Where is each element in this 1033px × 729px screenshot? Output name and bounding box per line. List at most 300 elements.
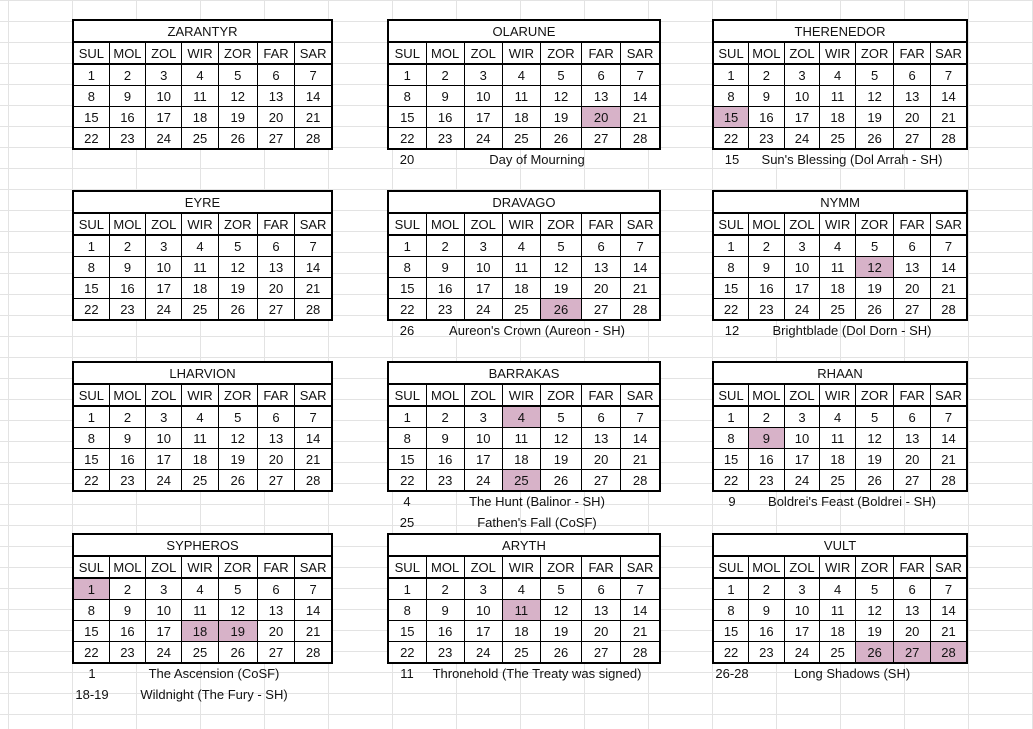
day-cell[interactable]: 27	[894, 299, 931, 321]
day-cell[interactable]: 3	[784, 406, 820, 428]
day-cell[interactable]: 6	[582, 64, 621, 86]
day-cell[interactable]: 8	[73, 86, 109, 107]
day-cell[interactable]: 2	[109, 235, 145, 257]
day-cell[interactable]: 22	[388, 128, 426, 150]
day-cell[interactable]: 10	[784, 600, 820, 621]
day-cell[interactable]: 13	[257, 600, 294, 621]
day-cell[interactable]: 11	[182, 428, 218, 449]
day-cell[interactable]: 6	[894, 578, 931, 600]
day-cell[interactable]: 1	[388, 235, 426, 257]
day-cell[interactable]: 6	[894, 64, 931, 86]
day-cell[interactable]: 19	[540, 107, 581, 128]
day-cell[interactable]: 2	[749, 578, 785, 600]
day-cell[interactable]: 8	[388, 600, 426, 621]
day-cell[interactable]: 3	[464, 64, 502, 86]
day-cell[interactable]: 15	[713, 278, 749, 299]
day-cell[interactable]: 6	[257, 64, 294, 86]
day-cell[interactable]: 19	[218, 449, 257, 470]
day-cell[interactable]: 24	[784, 299, 820, 321]
day-cell[interactable]: 7	[295, 235, 332, 257]
day-cell[interactable]: 9	[749, 257, 785, 278]
day-cell[interactable]: 9	[426, 600, 464, 621]
day-cell[interactable]: 26	[218, 642, 257, 664]
day-cell[interactable]: 4	[820, 64, 856, 86]
day-cell[interactable]: 3	[784, 64, 820, 86]
day-cell[interactable]: 20	[257, 621, 294, 642]
day-cell[interactable]: 26	[855, 128, 894, 150]
day-cell[interactable]: 23	[426, 642, 464, 664]
day-cell[interactable]: 28	[621, 642, 660, 664]
day-cell[interactable]: 19	[218, 621, 257, 642]
day-cell[interactable]: 2	[109, 64, 145, 86]
day-cell[interactable]: 23	[749, 128, 785, 150]
day-cell[interactable]: 21	[295, 107, 332, 128]
day-cell[interactable]: 12	[540, 86, 581, 107]
day-cell[interactable]: 5	[540, 406, 581, 428]
day-cell[interactable]: 17	[464, 107, 502, 128]
day-cell[interactable]: 24	[464, 299, 502, 321]
day-cell[interactable]: 7	[295, 578, 332, 600]
day-cell[interactable]: 24	[464, 470, 502, 492]
day-cell[interactable]: 10	[784, 257, 820, 278]
day-cell[interactable]: 2	[109, 578, 145, 600]
day-cell[interactable]: 5	[540, 64, 581, 86]
day-cell[interactable]: 13	[257, 428, 294, 449]
day-cell[interactable]: 25	[820, 128, 856, 150]
day-cell[interactable]: 12	[540, 257, 581, 278]
day-cell[interactable]: 20	[582, 278, 621, 299]
day-cell[interactable]: 17	[464, 449, 502, 470]
day-cell[interactable]: 26	[540, 128, 581, 150]
day-cell[interactable]: 4	[502, 578, 540, 600]
day-cell[interactable]: 21	[930, 107, 967, 128]
day-cell[interactable]: 10	[146, 86, 182, 107]
day-cell[interactable]: 4	[502, 235, 540, 257]
day-cell[interactable]: 6	[257, 406, 294, 428]
day-cell[interactable]: 15	[713, 449, 749, 470]
day-cell[interactable]: 9	[109, 257, 145, 278]
day-cell[interactable]: 5	[218, 406, 257, 428]
day-cell[interactable]: 12	[540, 428, 581, 449]
day-cell[interactable]: 14	[295, 428, 332, 449]
day-cell[interactable]: 25	[502, 470, 540, 492]
day-cell[interactable]: 15	[388, 449, 426, 470]
day-cell[interactable]: 13	[257, 86, 294, 107]
day-cell[interactable]: 20	[582, 107, 621, 128]
day-cell[interactable]: 1	[713, 64, 749, 86]
day-cell[interactable]: 27	[257, 470, 294, 492]
day-cell[interactable]: 6	[582, 578, 621, 600]
day-cell[interactable]: 14	[295, 600, 332, 621]
day-cell[interactable]: 5	[218, 64, 257, 86]
day-cell[interactable]: 14	[621, 257, 660, 278]
day-cell[interactable]: 17	[784, 278, 820, 299]
day-cell[interactable]: 10	[464, 257, 502, 278]
day-cell[interactable]: 9	[749, 428, 785, 449]
day-cell[interactable]: 20	[894, 278, 931, 299]
day-cell[interactable]: 22	[73, 642, 109, 664]
day-cell[interactable]: 10	[146, 600, 182, 621]
day-cell[interactable]: 5	[855, 64, 894, 86]
day-cell[interactable]: 28	[295, 470, 332, 492]
day-cell[interactable]: 21	[930, 278, 967, 299]
day-cell[interactable]: 19	[855, 449, 894, 470]
day-cell[interactable]: 26	[218, 128, 257, 150]
day-cell[interactable]: 22	[73, 299, 109, 321]
day-cell[interactable]: 13	[894, 257, 931, 278]
day-cell[interactable]: 17	[784, 107, 820, 128]
day-cell[interactable]: 26	[855, 299, 894, 321]
day-cell[interactable]: 7	[930, 578, 967, 600]
day-cell[interactable]: 16	[426, 621, 464, 642]
day-cell[interactable]: 27	[257, 128, 294, 150]
day-cell[interactable]: 17	[146, 449, 182, 470]
day-cell[interactable]: 17	[146, 278, 182, 299]
day-cell[interactable]: 16	[426, 278, 464, 299]
day-cell[interactable]: 7	[621, 578, 660, 600]
day-cell[interactable]: 14	[621, 86, 660, 107]
day-cell[interactable]: 13	[894, 86, 931, 107]
day-cell[interactable]: 28	[295, 299, 332, 321]
day-cell[interactable]: 17	[464, 621, 502, 642]
day-cell[interactable]: 26	[218, 299, 257, 321]
day-cell[interactable]: 24	[784, 642, 820, 664]
day-cell[interactable]: 24	[784, 128, 820, 150]
day-cell[interactable]: 8	[388, 257, 426, 278]
day-cell[interactable]: 13	[582, 86, 621, 107]
day-cell[interactable]: 21	[295, 621, 332, 642]
day-cell[interactable]: 11	[820, 428, 856, 449]
day-cell[interactable]: 14	[930, 86, 967, 107]
day-cell[interactable]: 1	[388, 406, 426, 428]
day-cell[interactable]: 11	[502, 257, 540, 278]
day-cell[interactable]: 4	[182, 235, 218, 257]
day-cell[interactable]: 28	[930, 470, 967, 492]
day-cell[interactable]: 26	[540, 470, 581, 492]
day-cell[interactable]: 16	[749, 278, 785, 299]
day-cell[interactable]: 27	[894, 128, 931, 150]
day-cell[interactable]: 16	[749, 621, 785, 642]
day-cell[interactable]: 11	[182, 600, 218, 621]
day-cell[interactable]: 10	[146, 428, 182, 449]
day-cell[interactable]: 12	[218, 428, 257, 449]
day-cell[interactable]: 11	[182, 257, 218, 278]
day-cell[interactable]: 24	[146, 470, 182, 492]
day-cell[interactable]: 22	[388, 470, 426, 492]
day-cell[interactable]: 11	[502, 428, 540, 449]
day-cell[interactable]: 17	[784, 449, 820, 470]
day-cell[interactable]: 22	[713, 299, 749, 321]
day-cell[interactable]: 17	[146, 107, 182, 128]
day-cell[interactable]: 20	[894, 449, 931, 470]
day-cell[interactable]: 16	[109, 621, 145, 642]
day-cell[interactable]: 4	[182, 578, 218, 600]
day-cell[interactable]: 19	[218, 107, 257, 128]
day-cell[interactable]: 18	[182, 278, 218, 299]
day-cell[interactable]: 27	[582, 470, 621, 492]
day-cell[interactable]: 5	[540, 235, 581, 257]
day-cell[interactable]: 4	[182, 64, 218, 86]
day-cell[interactable]: 3	[464, 578, 502, 600]
day-cell[interactable]: 23	[749, 642, 785, 664]
day-cell[interactable]: 11	[502, 600, 540, 621]
day-cell[interactable]: 24	[146, 642, 182, 664]
day-cell[interactable]: 28	[621, 299, 660, 321]
day-cell[interactable]: 7	[295, 64, 332, 86]
day-cell[interactable]: 3	[146, 64, 182, 86]
day-cell[interactable]: 1	[73, 578, 109, 600]
day-cell[interactable]: 12	[218, 600, 257, 621]
day-cell[interactable]: 10	[146, 257, 182, 278]
day-cell[interactable]: 6	[257, 578, 294, 600]
day-cell[interactable]: 12	[855, 600, 894, 621]
day-cell[interactable]: 3	[146, 406, 182, 428]
day-cell[interactable]: 24	[784, 470, 820, 492]
day-cell[interactable]: 25	[820, 642, 856, 664]
day-cell[interactable]: 21	[295, 449, 332, 470]
day-cell[interactable]: 12	[855, 86, 894, 107]
day-cell[interactable]: 21	[930, 621, 967, 642]
day-cell[interactable]: 25	[182, 299, 218, 321]
day-cell[interactable]: 12	[855, 428, 894, 449]
day-cell[interactable]: 5	[855, 235, 894, 257]
day-cell[interactable]: 15	[388, 621, 426, 642]
day-cell[interactable]: 27	[582, 128, 621, 150]
day-cell[interactable]: 28	[930, 299, 967, 321]
day-cell[interactable]: 16	[749, 107, 785, 128]
day-cell[interactable]: 2	[426, 578, 464, 600]
day-cell[interactable]: 26	[218, 470, 257, 492]
day-cell[interactable]: 2	[109, 406, 145, 428]
day-cell[interactable]: 26	[540, 299, 581, 321]
day-cell[interactable]: 4	[820, 406, 856, 428]
day-cell[interactable]: 4	[820, 578, 856, 600]
day-cell[interactable]: 6	[894, 235, 931, 257]
day-cell[interactable]: 16	[109, 449, 145, 470]
day-cell[interactable]: 23	[426, 470, 464, 492]
day-cell[interactable]: 19	[855, 107, 894, 128]
day-cell[interactable]: 6	[257, 235, 294, 257]
day-cell[interactable]: 5	[855, 578, 894, 600]
day-cell[interactable]: 24	[146, 128, 182, 150]
day-cell[interactable]: 17	[146, 621, 182, 642]
day-cell[interactable]: 11	[820, 86, 856, 107]
day-cell[interactable]: 25	[502, 642, 540, 664]
day-cell[interactable]: 16	[426, 107, 464, 128]
day-cell[interactable]: 2	[749, 64, 785, 86]
day-cell[interactable]: 16	[109, 107, 145, 128]
day-cell[interactable]: 23	[426, 299, 464, 321]
day-cell[interactable]: 27	[582, 299, 621, 321]
day-cell[interactable]: 28	[621, 470, 660, 492]
day-cell[interactable]: 18	[820, 278, 856, 299]
day-cell[interactable]: 4	[502, 406, 540, 428]
day-cell[interactable]: 13	[582, 257, 621, 278]
day-cell[interactable]: 21	[621, 621, 660, 642]
day-cell[interactable]: 13	[582, 600, 621, 621]
day-cell[interactable]: 19	[855, 278, 894, 299]
day-cell[interactable]: 20	[257, 278, 294, 299]
day-cell[interactable]: 25	[820, 299, 856, 321]
day-cell[interactable]: 28	[930, 128, 967, 150]
day-cell[interactable]: 25	[182, 470, 218, 492]
day-cell[interactable]: 19	[218, 278, 257, 299]
day-cell[interactable]: 12	[218, 86, 257, 107]
day-cell[interactable]: 18	[502, 278, 540, 299]
day-cell[interactable]: 28	[930, 642, 967, 664]
day-cell[interactable]: 1	[73, 64, 109, 86]
day-cell[interactable]: 26	[855, 642, 894, 664]
day-cell[interactable]: 5	[218, 235, 257, 257]
day-cell[interactable]: 14	[621, 428, 660, 449]
day-cell[interactable]: 11	[502, 86, 540, 107]
day-cell[interactable]: 27	[257, 642, 294, 664]
day-cell[interactable]: 18	[502, 449, 540, 470]
day-cell[interactable]: 3	[784, 235, 820, 257]
day-cell[interactable]: 22	[713, 128, 749, 150]
day-cell[interactable]: 25	[820, 470, 856, 492]
day-cell[interactable]: 7	[621, 235, 660, 257]
day-cell[interactable]: 15	[713, 621, 749, 642]
day-cell[interactable]: 21	[621, 278, 660, 299]
day-cell[interactable]: 5	[540, 578, 581, 600]
day-cell[interactable]: 20	[894, 107, 931, 128]
day-cell[interactable]: 2	[426, 64, 464, 86]
day-cell[interactable]: 21	[621, 107, 660, 128]
day-cell[interactable]: 9	[426, 428, 464, 449]
day-cell[interactable]: 18	[820, 621, 856, 642]
day-cell[interactable]: 1	[388, 578, 426, 600]
day-cell[interactable]: 13	[894, 428, 931, 449]
day-cell[interactable]: 2	[749, 235, 785, 257]
day-cell[interactable]: 19	[540, 278, 581, 299]
day-cell[interactable]: 28	[295, 128, 332, 150]
day-cell[interactable]: 9	[749, 86, 785, 107]
day-cell[interactable]: 22	[713, 642, 749, 664]
day-cell[interactable]: 9	[109, 86, 145, 107]
day-cell[interactable]: 12	[218, 257, 257, 278]
day-cell[interactable]: 23	[749, 470, 785, 492]
day-cell[interactable]: 8	[713, 86, 749, 107]
day-cell[interactable]: 14	[930, 428, 967, 449]
day-cell[interactable]: 15	[73, 278, 109, 299]
day-cell[interactable]: 9	[749, 600, 785, 621]
day-cell[interactable]: 6	[582, 406, 621, 428]
day-cell[interactable]: 5	[218, 578, 257, 600]
day-cell[interactable]: 27	[582, 642, 621, 664]
day-cell[interactable]: 22	[388, 299, 426, 321]
day-cell[interactable]: 9	[109, 428, 145, 449]
day-cell[interactable]: 23	[426, 128, 464, 150]
day-cell[interactable]: 20	[582, 449, 621, 470]
day-cell[interactable]: 5	[855, 406, 894, 428]
day-cell[interactable]: 19	[855, 621, 894, 642]
day-cell[interactable]: 11	[820, 257, 856, 278]
day-cell[interactable]: 10	[464, 86, 502, 107]
day-cell[interactable]: 3	[146, 578, 182, 600]
day-cell[interactable]: 4	[502, 64, 540, 86]
day-cell[interactable]: 25	[182, 128, 218, 150]
day-cell[interactable]: 20	[257, 107, 294, 128]
day-cell[interactable]: 10	[464, 600, 502, 621]
day-cell[interactable]: 14	[930, 600, 967, 621]
day-cell[interactable]: 25	[182, 642, 218, 664]
day-cell[interactable]: 6	[582, 235, 621, 257]
day-cell[interactable]: 20	[582, 621, 621, 642]
day-cell[interactable]: 21	[295, 278, 332, 299]
day-cell[interactable]: 27	[894, 642, 931, 664]
day-cell[interactable]: 3	[464, 406, 502, 428]
day-cell[interactable]: 8	[388, 86, 426, 107]
day-cell[interactable]: 23	[109, 642, 145, 664]
day-cell[interactable]: 1	[388, 64, 426, 86]
day-cell[interactable]: 18	[182, 107, 218, 128]
day-cell[interactable]: 28	[295, 642, 332, 664]
day-cell[interactable]: 15	[388, 107, 426, 128]
day-cell[interactable]: 15	[73, 621, 109, 642]
day-cell[interactable]: 4	[820, 235, 856, 257]
day-cell[interactable]: 17	[784, 621, 820, 642]
day-cell[interactable]: 4	[182, 406, 218, 428]
day-cell[interactable]: 14	[295, 86, 332, 107]
day-cell[interactable]: 7	[930, 235, 967, 257]
day-cell[interactable]: 8	[388, 428, 426, 449]
day-cell[interactable]: 10	[784, 428, 820, 449]
day-cell[interactable]: 25	[502, 128, 540, 150]
day-cell[interactable]: 28	[621, 128, 660, 150]
day-cell[interactable]: 26	[855, 470, 894, 492]
day-cell[interactable]: 8	[713, 600, 749, 621]
day-cell[interactable]: 20	[257, 449, 294, 470]
day-cell[interactable]: 12	[540, 600, 581, 621]
day-cell[interactable]: 2	[426, 406, 464, 428]
day-cell[interactable]: 16	[109, 278, 145, 299]
day-cell[interactable]: 15	[388, 278, 426, 299]
day-cell[interactable]: 18	[502, 107, 540, 128]
day-cell[interactable]: 7	[930, 406, 967, 428]
day-cell[interactable]: 1	[73, 235, 109, 257]
day-cell[interactable]: 15	[73, 107, 109, 128]
day-cell[interactable]: 16	[749, 449, 785, 470]
day-cell[interactable]: 3	[464, 235, 502, 257]
day-cell[interactable]: 15	[73, 449, 109, 470]
day-cell[interactable]: 8	[73, 428, 109, 449]
day-cell[interactable]: 10	[464, 428, 502, 449]
day-cell[interactable]: 18	[820, 107, 856, 128]
day-cell[interactable]: 18	[182, 449, 218, 470]
day-cell[interactable]: 8	[73, 257, 109, 278]
day-cell[interactable]: 3	[146, 235, 182, 257]
day-cell[interactable]: 18	[502, 621, 540, 642]
day-cell[interactable]: 24	[464, 128, 502, 150]
day-cell[interactable]: 6	[894, 406, 931, 428]
day-cell[interactable]: 27	[894, 470, 931, 492]
day-cell[interactable]: 2	[749, 406, 785, 428]
day-cell[interactable]: 8	[713, 257, 749, 278]
day-cell[interactable]: 1	[713, 235, 749, 257]
day-cell[interactable]: 22	[73, 470, 109, 492]
day-cell[interactable]: 25	[502, 299, 540, 321]
day-cell[interactable]: 13	[582, 428, 621, 449]
day-cell[interactable]: 14	[930, 257, 967, 278]
day-cell[interactable]: 23	[749, 299, 785, 321]
day-cell[interactable]: 11	[820, 600, 856, 621]
day-cell[interactable]: 1	[73, 406, 109, 428]
day-cell[interactable]: 2	[426, 235, 464, 257]
day-cell[interactable]: 20	[894, 621, 931, 642]
day-cell[interactable]: 19	[540, 621, 581, 642]
day-cell[interactable]: 7	[621, 406, 660, 428]
